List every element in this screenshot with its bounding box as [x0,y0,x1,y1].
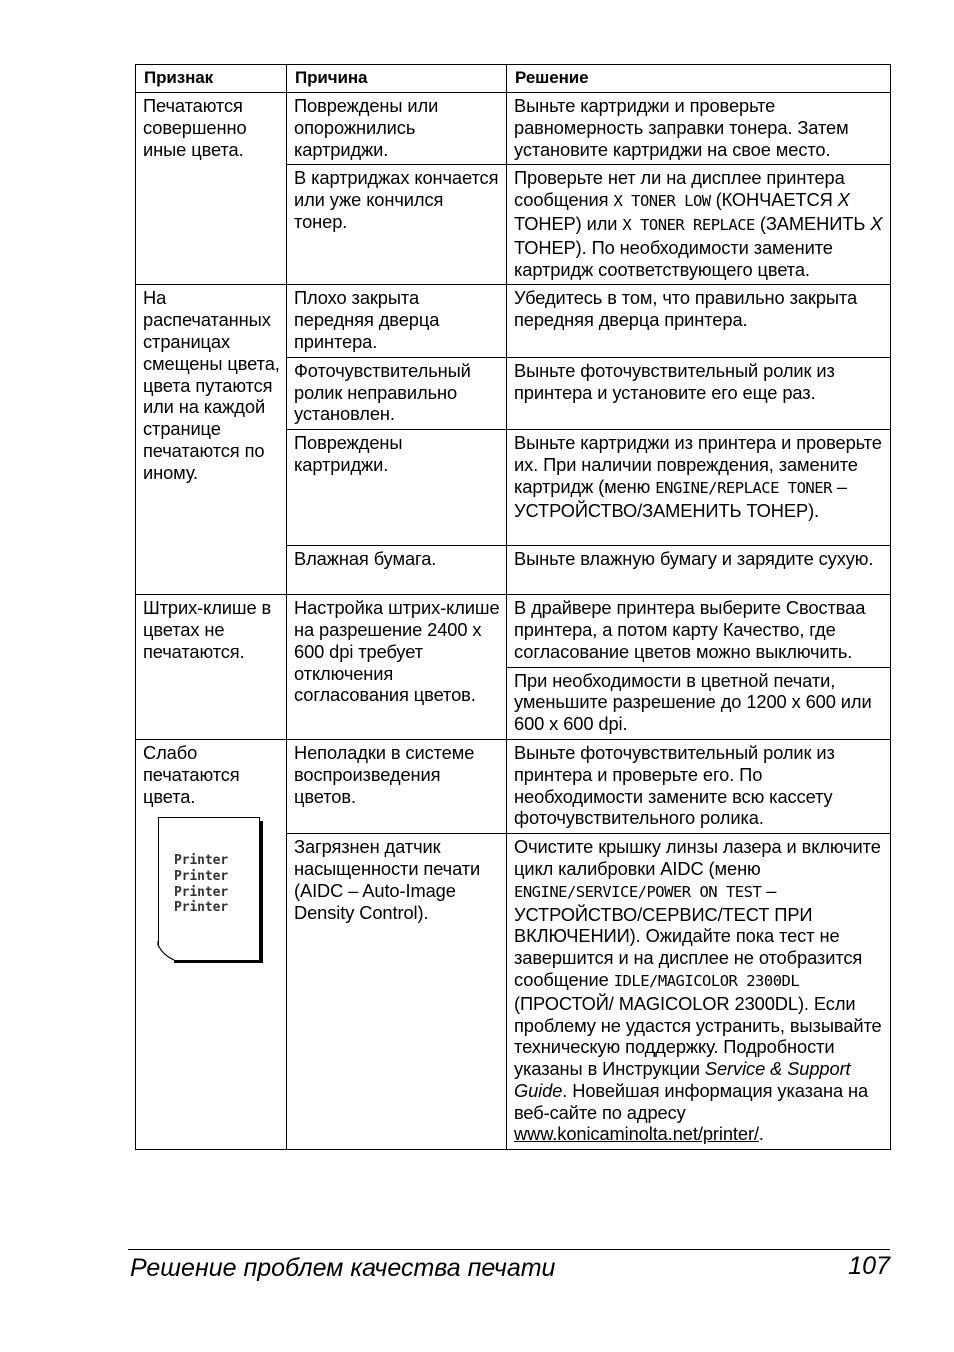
printer-sample-illustration [158,817,262,963]
symptom-cell [136,739,287,1149]
footer-divider [128,1249,890,1250]
cause-cell: Загрязнен датчик насыщенности печати (AIDC – Auto-Image Density Control). [287,834,507,1150]
cause-cell: Повреждены или опорожнились картриджи. [287,93,507,165]
symptom-cell: На распечатанных страницах смещены цвета, цвета путаются или на каждой странице печатаются по иному. [136,285,287,595]
header-cause: Причина [287,65,507,93]
symptom-cell: Печатаются совершенно иные цвета. [136,93,287,285]
support-url-link[interactable]: www.konicaminolta.net/printer/ [514,1123,759,1145]
troubleshooting-table [135,64,891,1150]
solution-cell: Очистите крышку линзы лазера и включите цикл калибровки AIDC (меню ENGINE/SERVICE/POWER ON TEST – УСТРОЙСТВО/СЕРВИС/ТЕСТ ПРИ ВКЛЮЧЕНИИ). Ожидайте пока тест не завершится и на дисплее не отобразится сообщение IDLE/MAGICOLOR 2300DL (ПРОСТОЙ/ MAGICOLOR 2300DL). Если проблему не удастся устранить, вызывайте техническую поддержку. Подробности указаны в Инструкции Service & Support Guide. Новейшая информация указана на веб-сайте по адресу www.konicaminolta.net/printer/. [507,834,891,1150]
solution-cell: При необходимости в цветной печати, уменьшите разрешение до 1200 x 600 или 600 x 600 dpi. [507,667,891,739]
table-row [136,93,891,165]
header-symptom: Признак [136,65,287,93]
header-solution: Решение [507,65,891,93]
solution-cell: Выньте картриджи из принтера и проверьте их. При наличии повреждения, замените картридж (меню ENGINE/REPLACE TONER – УСТРОЙСТВО/ЗАМЕНИТЬ ТОНЕР). [507,430,891,546]
cause-cell: Фоточувствительный ролик неправильно установлен. [287,357,507,429]
cause-cell: Повреждены картриджи. [287,430,507,546]
cause-cell: Настройка штрих-клише на разрешение 2400 x 600 dpi требует отключения согласования цветов. [287,595,507,740]
table-row [136,595,891,667]
cause-cell: Влажная бумага. [287,546,507,595]
solution-cell: Выньте влажную бумагу и зарядите сухую. [507,546,891,595]
table-row [136,739,891,833]
page-number: 107 [848,1252,890,1280]
solution-cell: Убедитесь в том, что правильно закрыта передняя дверца принтера. [507,285,891,357]
symptom-cell: Штрих-клише в цветах не печатаются. [136,595,287,740]
symptom-text: Слабо печатаются цвета. [143,741,240,807]
solution-cell: Выньте картриджи и проверьте равномерность заправки тонера. Затем установите картриджи на свое место. [507,93,891,165]
solution-cell: Выньте фоточувствительный ролик из принтера и проверьте его. По необходимости замените всю кассету фоточувствительного ролика. [507,739,891,833]
footer-section-title: Решение проблем качества печати [130,1254,556,1282]
cause-cell: Плохо закрыта передняя дверца принтера. [287,285,507,357]
solution-cell: Выньте фоточувствительный ролик из принтера и установите его еще раз. [507,357,891,429]
table-header-row [136,65,891,93]
solution-cell: Проверьте нет ли на дисплее принтера сообщения X TONER LOW (КОНЧАЕТСЯ X ТОНЕР) или X TONER REPLACE (ЗАМЕНИТЬ X ТОНЕР). По необходимости замените картридж соответствующего цвета. [507,165,891,285]
cause-cell: Неполадки в системе воспроизведения цветов. [287,739,507,833]
solution-cell: В драйвере принтера выберите Свостваа принтера, а потом карту Качество, где согласование цветов можно выключить. [507,595,891,667]
cause-cell: В картриджах кончается или уже кончился тонер. [287,165,507,285]
table-row [136,285,891,357]
sample-printed-text: Printer Printer Printer Printer [174,853,229,916]
